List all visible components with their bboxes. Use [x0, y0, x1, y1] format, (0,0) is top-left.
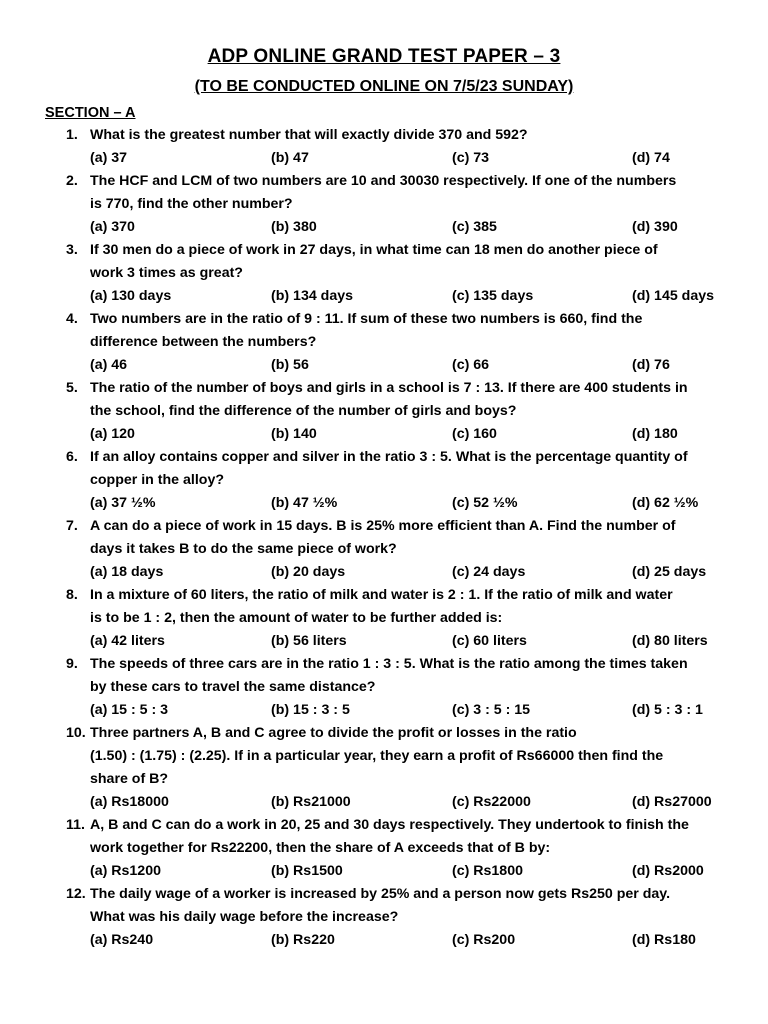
answer-option: (a) 18 days [90, 564, 164, 580]
question-item [0, 308, 768, 377]
question-line [0, 446, 768, 469]
answer-option: (c) 52 ½% [452, 495, 518, 511]
answer-option: (a) Rs240 [90, 932, 154, 948]
question-text: If 30 men do a piece of work in 27 days, in what time can 18 men do another piece of [90, 242, 658, 258]
question-number: 6. [66, 449, 78, 465]
answer-option: (b) 140 [271, 426, 317, 442]
question-item [0, 883, 768, 952]
answer-option: (d) 80 liters [632, 633, 708, 649]
question-item [0, 377, 768, 446]
answer-option: (c) 160 [452, 426, 497, 442]
answer-option: (a) Rs18000 [90, 794, 169, 810]
page-title: ADP ONLINE GRAND TEST PAPER – 3 [207, 46, 561, 67]
question-number: 5. [66, 380, 78, 396]
answer-options [0, 147, 768, 170]
answer-options [0, 354, 768, 377]
question-text: In a mixture of 60 liters, the ratio of milk and water is 2 : 1. If the ratio of milk and water [90, 587, 673, 603]
answer-option: (b) 56 [271, 357, 309, 373]
answer-options [0, 285, 768, 308]
answer-option: (d) 74 [632, 150, 670, 166]
question-number: 8. [66, 587, 78, 603]
answer-options [0, 929, 768, 952]
question-text: work 3 times as great? [90, 265, 243, 281]
question-text: share of B? [90, 771, 169, 787]
question-text: What was his daily wage before the increase? [90, 909, 399, 925]
question-number: 9. [66, 656, 78, 672]
question-item [0, 170, 768, 239]
question-text: is 770, find the other number? [90, 196, 293, 212]
answer-option: (c) Rs200 [452, 932, 516, 948]
question-item [0, 446, 768, 515]
question-line [0, 469, 768, 492]
answer-option: (c) 385 [452, 219, 497, 235]
question-line [0, 308, 768, 331]
question-text: What is the greatest number that will exactly divide 370 and 592? [90, 127, 528, 143]
question-line [0, 170, 768, 193]
question-number: 1. [66, 127, 78, 143]
answer-option: (a) 37 ½% [90, 495, 156, 511]
question-item [0, 584, 768, 653]
question-text: by these cars to travel the same distance? [90, 679, 376, 695]
question-item [0, 814, 768, 883]
answer-options [0, 791, 768, 814]
question-text: (1.50) : (1.75) : (2.25). If in a particular year, they earn a profit of Rs66000 then find the [90, 748, 664, 764]
question-text: The speeds of three cars are in the ratio 1 : 3 : 5. What is the ratio among the times taken [90, 656, 688, 672]
answer-option: (a) Rs1200 [90, 863, 161, 879]
question-text: copper in the alloy? [90, 472, 225, 488]
answer-option: (d) 25 days [632, 564, 707, 580]
question-text: The daily wage of a worker is increased by 25% and a person now gets Rs250 per day. [90, 886, 671, 902]
answer-options [0, 492, 768, 515]
answer-option: (c) 3 : 5 : 15 [452, 702, 531, 718]
page-subtitle: (TO BE CONDUCTED ONLINE ON 7/5/23 SUNDAY) [194, 78, 574, 95]
answer-option: (c) 73 [452, 150, 490, 166]
question-text: The ratio of the number of boys and girls in a school is 7 : 13. If there are 400 students in [90, 380, 688, 396]
question-line [0, 653, 768, 676]
answer-option: (b) 56 liters [271, 633, 347, 649]
question-text: Three partners A, B and C agree to divide the profit or losses in the ratio [90, 725, 577, 741]
section-heading: SECTION – A [45, 105, 136, 121]
question-line [0, 906, 768, 929]
answer-option: (a) 120 [90, 426, 135, 442]
question-item [0, 124, 768, 170]
question-text: If an alloy contains copper and silver in the ratio 3 : 5. What is the percentage quantity of [90, 449, 688, 465]
question-line [0, 837, 768, 860]
question-line [0, 124, 768, 147]
answer-option: (a) 15 : 5 : 3 [90, 702, 169, 718]
question-line [0, 331, 768, 354]
answer-option: (b) 47 ½% [271, 495, 338, 511]
question-text: is to be 1 : 2, then the amount of water to be further added is: [90, 610, 503, 626]
answer-options [0, 630, 768, 653]
answer-option: (a) 42 liters [90, 633, 165, 649]
answer-options [0, 216, 768, 239]
question-line [0, 607, 768, 630]
answer-option: (a) 370 [90, 219, 135, 235]
question-number: 11. [66, 817, 85, 833]
answer-option: (d) 76 [632, 357, 670, 373]
question-line [0, 883, 768, 906]
answer-option: (c) Rs22000 [452, 794, 531, 810]
answer-option: (b) 380 [271, 219, 317, 235]
answer-option: (a) 46 [90, 357, 128, 373]
answer-option: (b) Rs220 [271, 932, 335, 948]
question-line [0, 400, 768, 423]
answer-option: (d) 145 days [632, 288, 715, 304]
question-text: the school, find the difference of the number of girls and boys? [90, 403, 517, 419]
question-line [0, 239, 768, 262]
question-line [0, 722, 768, 745]
answer-option: (d) 62 ½% [632, 495, 699, 511]
question-text: work together for Rs22200, then the share of A exceeds that of B by: [90, 840, 551, 856]
question-text: A, B and C can do a work in 20, 25 and 30 days respectively. They undertook to finish the [90, 817, 689, 833]
answer-options [0, 561, 768, 584]
question-number: 2. [66, 173, 78, 189]
answer-option: (a) 37 [90, 150, 128, 166]
question-line [0, 814, 768, 837]
question-list [0, 124, 768, 952]
question-number: 7. [66, 518, 78, 534]
question-line [0, 538, 768, 561]
answer-option: (a) 130 days [90, 288, 172, 304]
answer-option: (b) 20 days [271, 564, 346, 580]
answer-option: (b) Rs1500 [271, 863, 343, 879]
question-number: 12. [66, 886, 86, 902]
question-line [0, 262, 768, 285]
question-line [0, 193, 768, 216]
question-number: 3. [66, 242, 78, 258]
answer-option: (c) 60 liters [452, 633, 527, 649]
question-number: 10. [66, 725, 86, 741]
question-line [0, 377, 768, 400]
answer-option: (c) 66 [452, 357, 490, 373]
answer-option: (c) 135 days [452, 288, 534, 304]
question-item [0, 722, 768, 814]
question-line [0, 584, 768, 607]
question-text: difference between the numbers? [90, 334, 317, 350]
question-item [0, 239, 768, 308]
answer-option: (d) Rs2000 [632, 863, 704, 879]
answer-options [0, 860, 768, 883]
question-line [0, 768, 768, 791]
question-item [0, 515, 768, 584]
question-text: Two numbers are in the ratio of 9 : 11. If sum of these two numbers is 660, find the [90, 311, 643, 327]
question-item [0, 653, 768, 722]
question-text: The HCF and LCM of two numbers are 10 and 30030 respectively. If one of the numbers [90, 173, 677, 189]
answer-option: (d) Rs180 [632, 932, 696, 948]
answer-option: (d) 180 [632, 426, 678, 442]
question-line [0, 676, 768, 699]
answer-option: (d) 5 : 3 : 1 [632, 702, 703, 718]
answer-option: (c) 24 days [452, 564, 526, 580]
answer-options [0, 699, 768, 722]
answer-options [0, 423, 768, 446]
answer-option: (d) 390 [632, 219, 678, 235]
question-text: days it takes B to do the same piece of work? [90, 541, 397, 557]
answer-option: (b) 134 days [271, 288, 354, 304]
question-text: A can do a piece of work in 15 days. B is 25% more efficient than A. Find the number of [90, 518, 676, 534]
question-line [0, 745, 768, 768]
question-line [0, 515, 768, 538]
answer-option: (d) Rs27000 [632, 794, 712, 810]
answer-option: (b) 15 : 3 : 5 [271, 702, 350, 718]
question-number: 4. [66, 311, 78, 327]
answer-option: (b) 47 [271, 150, 309, 166]
answer-option: (b) Rs21000 [271, 794, 351, 810]
answer-option: (c) Rs1800 [452, 863, 523, 879]
